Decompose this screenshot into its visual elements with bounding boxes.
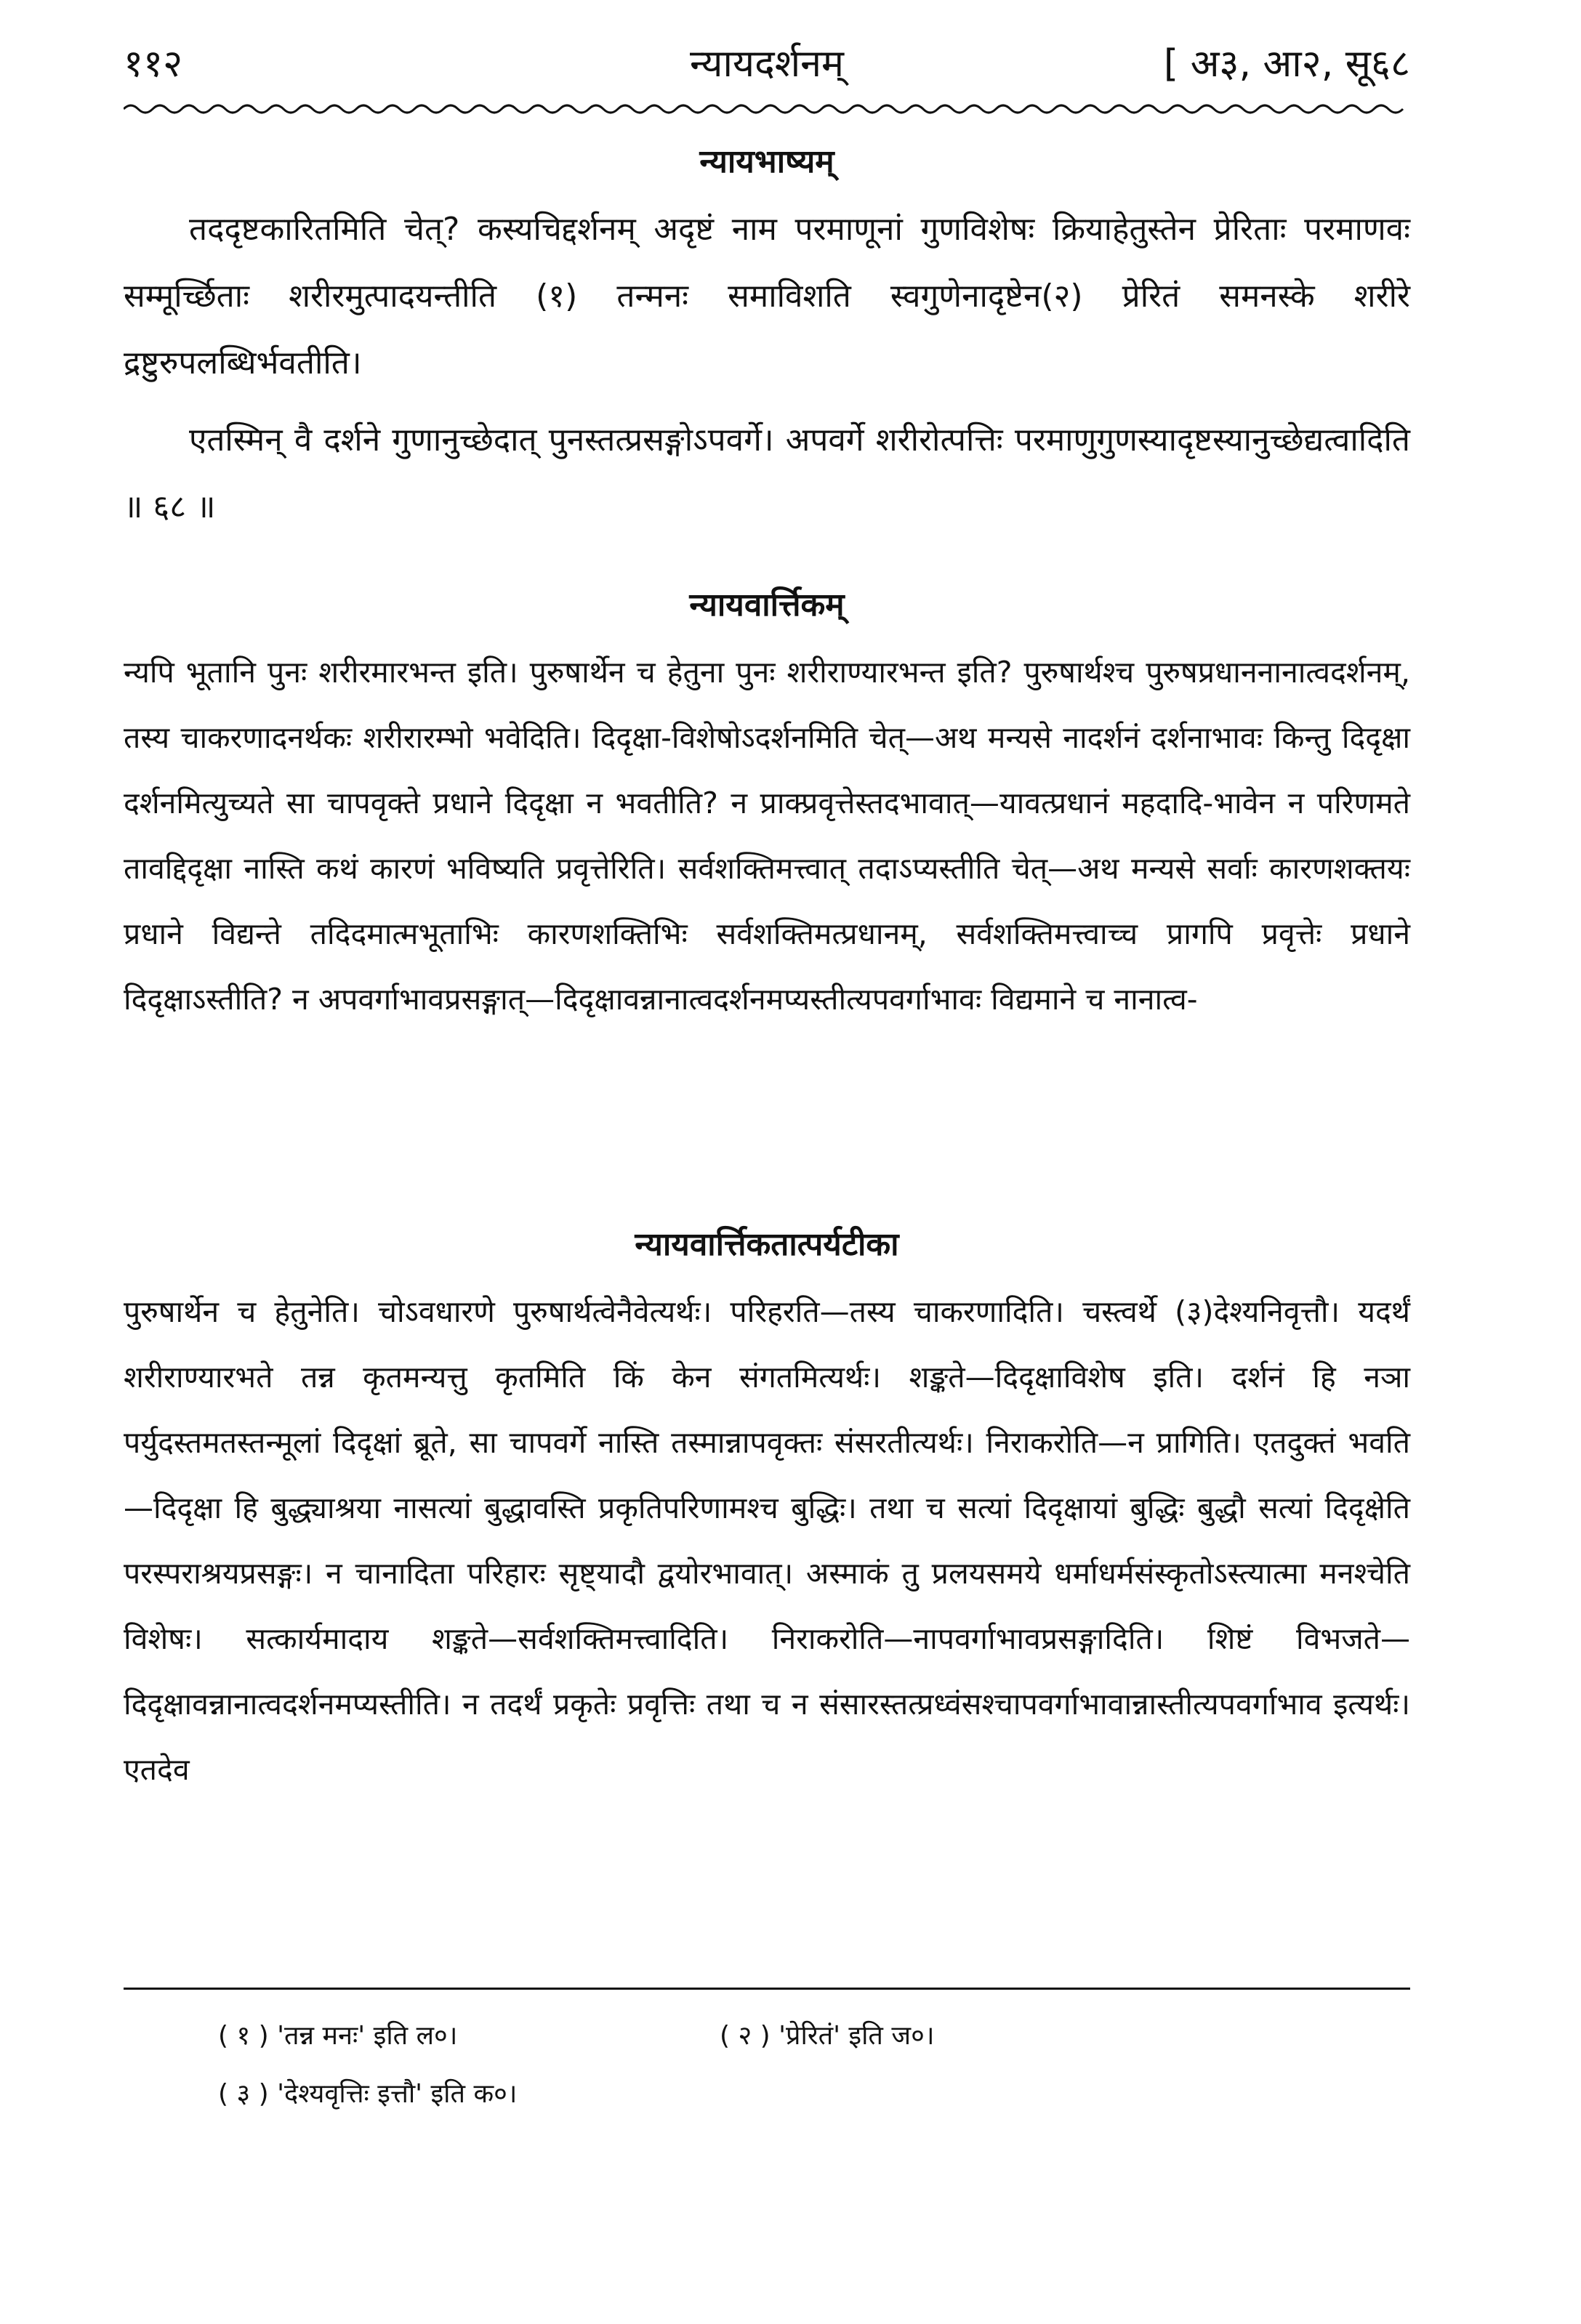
tika-paragraph: पुरुषार्थेन च हेतुनेति। चोऽवधारणे पुरुषार्थत्वेनैवेत्यर्थः। परिहरति—तस्य चाकरणादिति। चस्त्वर्थे (३)देश्यनिवृत्तौ। यदर्थं शरीराण्यारभते तन्न कृतमन्यत्तु कृतमिति किं केन संगतमित्यर्थः। शङ्कते—दिदृक्षाविशेष इति। दर्शनं हि नञा पर्युदस्तमतस्तन्मूलां दिदृक्षां ब्रूते, सा चापवर्गे नास्ति तस्मान्नापवृक्तः संसरतीत्यर्थः। निराकरोति—न प्रागिति। एतदुक्तं भवति—दिदृक्षा हि बुद्ध्याश्रया नासत्यां बुद्धावस्ति प्रकृतिपरिणामश्च बुद्धिः। तथा च सत्यां दिदृक्षायां बुद्धिः बुद्धौ सत्यां दिदृक्षेति परस्पराश्रयप्रसङ्गः। न चानादिता परिहारः सृष्ट्यादौ द्वयोरभावात्। अस्माकं तु प्रलयसमये धर्माधर्मसंस्कृतोऽस्त्यात्मा मनश्चेति विशेषः। सत्कार्यमादाय शङ्कते—सर्वशक्तिमत्त्वादिति। निराकरोति—नापवर्गाभावप्रसङ्गादिति। शिष्टं विभजते—दिदृक्षावन्नानात्वदर्शनमप्यस्तीति। न तदर्थं प्रकृतेः प्रवृत्तिः तथा च न संसारस्तत्प्रध्वंसश्चापवर्गाभावान्नास्तीत्यपवर्गाभाव इत्यर्थः। एतदेव [124,1294,1410,1787]
bhashya-paragraph-2: एतस्मिन् वै दर्शने गुणानुच्छेदात् पुनस्तत्प्रसङ्गोऽपवर्गे। अपवर्गे शरीरोत्पत्तिः परमाणुगुणस्यादृष्टस्यानुच्छेद्यत्वादिति ॥ ६८ ॥ [124,421,1410,525]
footnote-3: ( ३ ) 'देश्यवृत्तिः इत्तौ' इति क०। [218,2079,518,2109]
varttika-paragraph: न्यपि भूतानि पुनः शरीरमारभन्त इति। पुरुषार्थेन च हेतुना पुनः शरीराण्यारभन्त इति? पुरुषार्थश्च पुरुषप्रधाननानात्वदर्शनम्, तस्य चाकरणादनर्थकः शरीरारम्भो भवेदिति। दिदृक्षा-विशेषोऽदर्शनमिति चेत्—अथ मन्यसे नादर्शनं दर्शनाभावः किन्तु दिदृक्षा दर्शनमित्युच्यते सा चापवृक्ते प्रधाने दिदृक्षा न भवतीति? न प्राक्प्रवृत्तेस्तदभावात्—यावत्प्रधानं महदादि-भावेन न परिणमते तावद्दिदृक्षा नास्ति कथं कारणं भविष्यति प्रवृत्तेरिति। सर्वशक्तिमत्त्वात् तदाऽप्यस्तीति चेत्—अथ मन्यसे सर्वाः कारणशक्तयः प्रधाने विद्यन्ते तदिदमात्मभूताभिः कारणशक्तिभिः सर्वशक्तिमत्प्रधानम्, सर्वशक्तिमत्त्वाच्च प्रागपि प्रवृत्तेः प्रधाने दिदृक्षाऽस्तीति? न अपवर्गाभावप्रसङ्गात्—दिदृक्षावन्नानात्वदर्शनमप्यस्तीत्यपवर्गाभावः विद्यमाने च नानात्व- [124,655,1410,1017]
footnote-1: ( १ ) 'तन्न मनः' इति ल०। [218,2021,458,2051]
footnote-rule [124,1988,1410,1990]
section-reference: [ अ३, आ२, सू६८ [1163,42,1410,86]
running-title: न्यायदर्शनम् [689,42,845,86]
header-wavy-rule [124,98,1410,120]
bhashya-heading: न्यायभाष्यम् [699,143,834,180]
page-header [124,36,1410,94]
page-number: ११२ [124,42,183,86]
varttika-heading: न्यायवार्त्तिकम् [689,586,845,624]
bhashya-paragraph-1: तददृष्टकारितमिति चेत्? कस्यचिद्दर्शनम् अदृष्टं नाम परमाणूनां गुणविशेषः क्रियाहेतुस्तेन प्रेरिताः परमाणवः सम्मूर्च्छिताः शरीरमुत्पादयन्तीति (१) तन्मनः समाविशति स्वगुणेनादृष्टेन(२) प्रेरितं समनस्के शरीरे द्रष्टुरुपलब्धिर्भवतीति। [124,211,1410,382]
tika-heading: न्यायवार्त्तिकतात्पर्यटीका [635,1226,899,1263]
footnote-2: ( २ ) 'प्रेरितं' इति ज०। [720,2021,935,2051]
